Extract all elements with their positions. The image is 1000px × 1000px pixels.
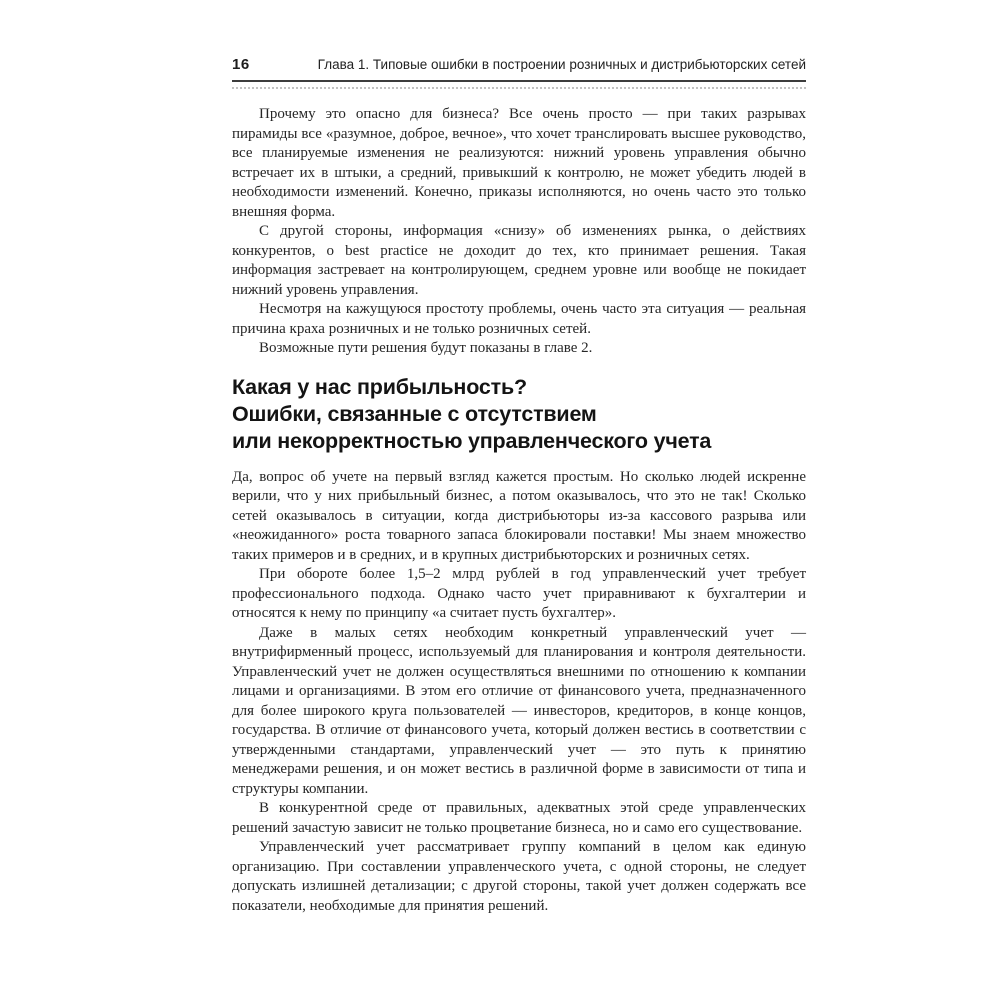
section-heading-line-2: Ошибки, связанные с отсутствием xyxy=(232,401,597,426)
paragraph-crash-cause: Несмотря на кажущуюся простоту проблемы, очень часто эта ситуация — реальная причина краха розничных и не только розничных сетей. xyxy=(232,301,806,337)
section-heading-line-1: Какая у нас прибыльность? xyxy=(232,374,527,399)
chapter-title: Глава 1. Типовые ошибки в построении розничных и дистрибьюторских сетей xyxy=(317,57,806,72)
paragraph-management-accounting-definition: Даже в малых сетях необходим конкретный управленческий учет — внутрифирменный процесс, используемый для планирования и контроля деятельности. Управленческий учет не должен осуществляться внешними по отношению к компании лицами и организациями. В этом его отличие от финансового учета, предназначенного для более широкого круга пользователей — инвесторов, кредиторов, в конце концов, государства. В отличие от финансового учета, который должен вестись в соответствии с утвержденными стандартами, управленческий учет — это путь к принятию менеджерами решения, и он может вестись в различной форме в зависимости от типа и структуры компании. xyxy=(232,624,806,797)
paragraph-competitive-environment: В конкурентной среде от правильных, адекватных этой среде управленческих решений зачастую зависит не только процветание бизнеса, но и само его существование. xyxy=(232,800,806,836)
paragraph-turnover-threshold: При обороте более 1,5–2 млрд рублей в год управленческий учет требует профессионального подхода. Однако часто учет приравнивают к бухгалтерии и относятся к нему по принципу «а считает пусть бухгалтер». xyxy=(232,566,806,621)
section-heading-line-3: или некорректностью управленческого учета xyxy=(232,428,712,453)
paragraph-why-dangerous: Прочему это опасно для бизнеса? Все очень просто — при таких разрывах пирамиды все «разумное, доброе, вечное», что хочет транслировать высшее руководство, все планируемые изменения не реализуются: нижний уровень управления обычно встречает их в штыки, а средний, привыкший к контролю, не может убедить людей в необходимости изменений. Конечно, приказы исполняются, но очень часто это только внешняя форма. xyxy=(232,106,806,220)
running-header xyxy=(232,56,806,82)
header-rule-shadow xyxy=(232,87,806,89)
paragraph-info-from-below: С другой стороны, информация «снизу» об изменениях рынка, о действиях конкурентов, о best practice не доходит до тех, кто принимает решения. Такая информация застревает на контролирующем, среднем уровне или вообще не покидает нижний уровень управления. xyxy=(232,223,806,298)
paragraph-solutions-chapter2: Возможные пути решения будут показаны в главе 2. xyxy=(259,340,593,356)
page-content xyxy=(232,56,806,916)
body-text xyxy=(232,105,806,916)
paragraph-accounting-seems-simple: Да, вопрос об учете на первый взгляд кажется простым. Но сколько людей искренне верили, что у них прибыльный бизнес, а потом оказывалось, что это не так! Сколько сетей оказывалось в ситуации, когда дистрибьюторы из-за кассового разрыва или «неожиданного» роста товарного запаса блокировали поставки! Мы знаем множество таких примеров и в средних, и в крупных дистрибьюторских и розничных сетях. xyxy=(232,468,806,563)
paragraph-group-of-companies: Управленческий учет рассматривает группу компаний в целом как единую организацию. При составлении управленческого учета, с одной стороны, не следует допускать излишней детализации; с другой стороны, такой учет должен содержать все показатели, необходимые для принятия решений. xyxy=(232,839,806,914)
page-number: 16 xyxy=(232,56,250,73)
section-heading xyxy=(232,374,806,455)
